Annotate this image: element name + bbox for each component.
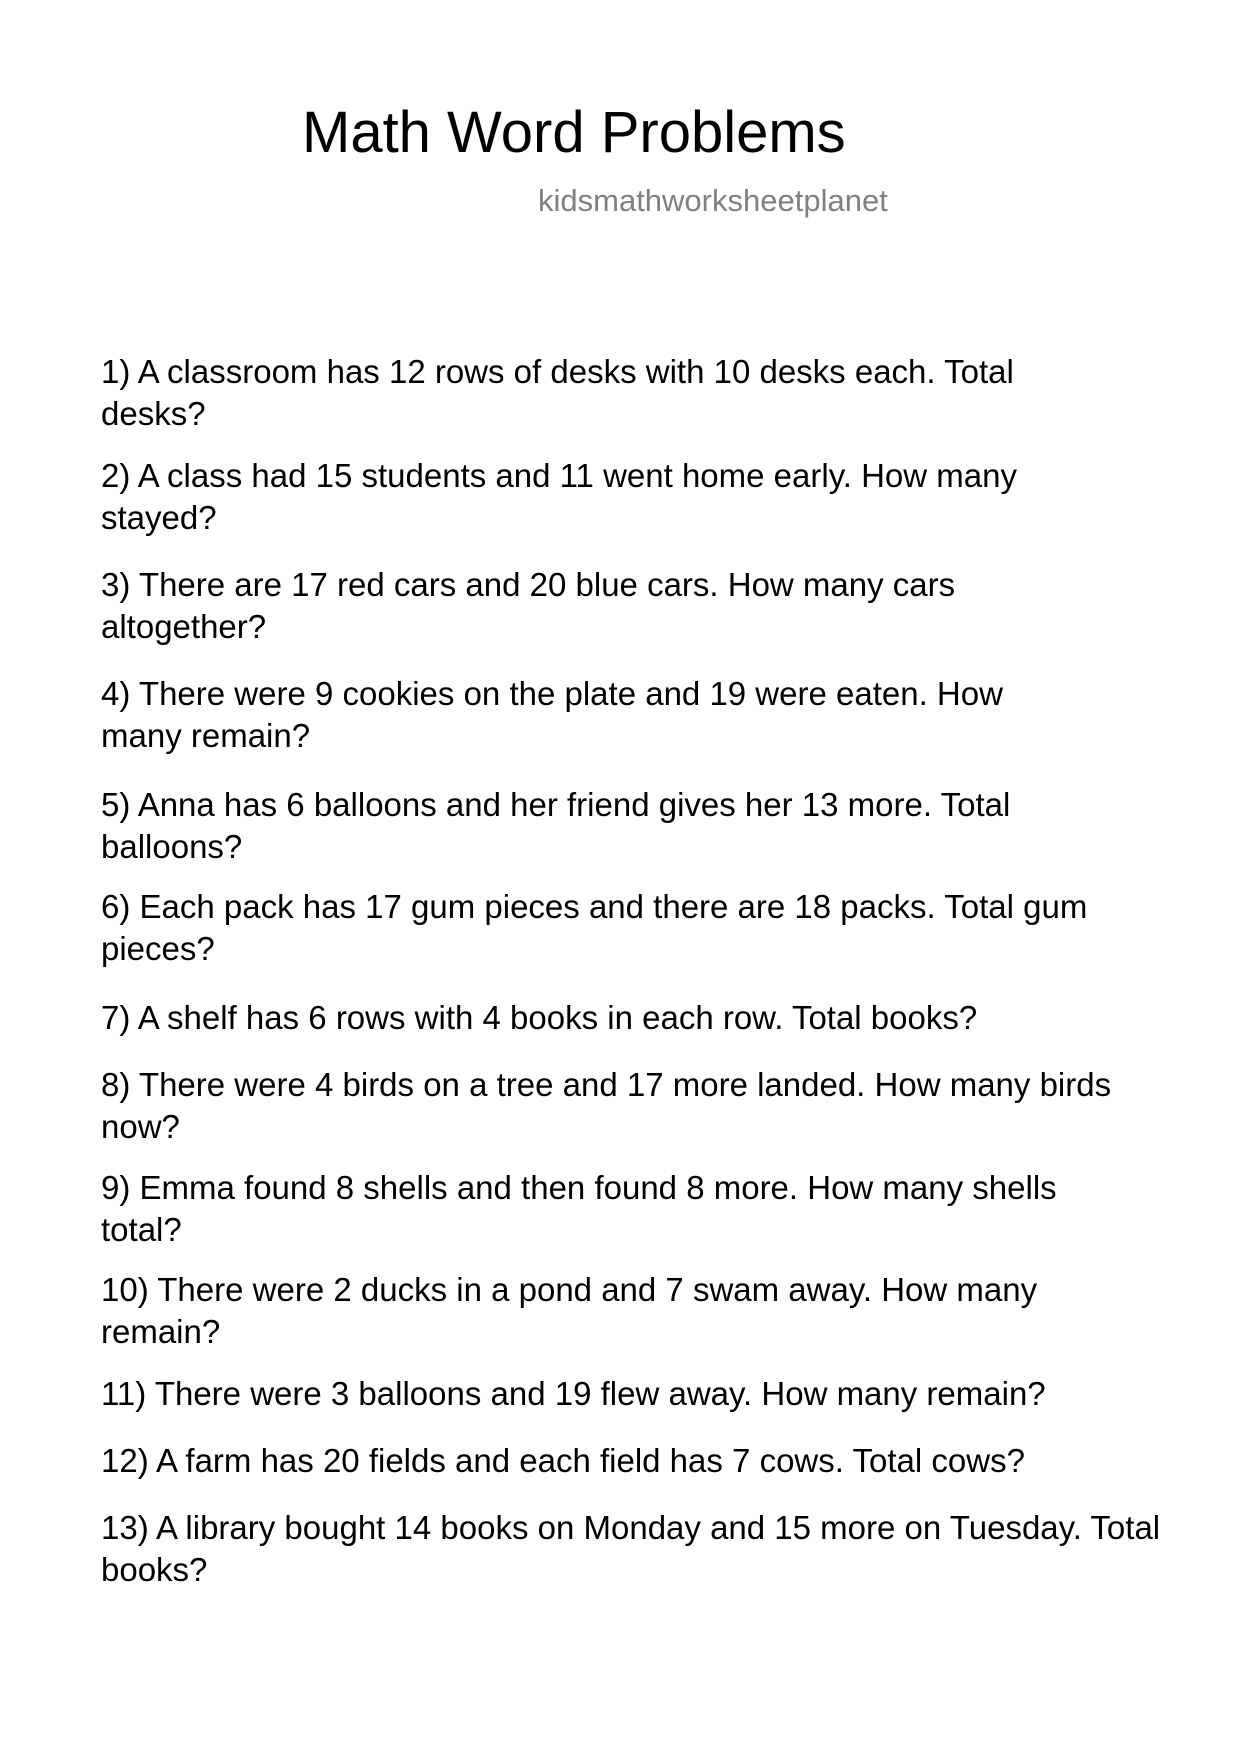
problem-4: 4) There were 9 cookies on the plate and 19 were eaten. How many remain? — [101, 675, 1003, 754]
problem-10: 10) There were 2 ducks in a pond and 7 swam away. How many remain? — [101, 1271, 1038, 1350]
problem-12: 12) A farm has 20 fields and each field has 7 cows. Total cows? — [101, 1442, 1025, 1479]
problem-13: 13) A library bought 14 books on Monday and 15 more on Tuesday. Total books? — [101, 1509, 1161, 1588]
problem-6: 6) Each pack has 17 gum pieces and there are 18 packs. Total gum pieces? — [101, 888, 1088, 967]
problem-1: 1) A classroom has 12 rows of desks with 10 desks each. Total desks? — [101, 353, 1014, 432]
page-title: Math Word Problems — [302, 100, 846, 165]
problem-11: 11) There were 3 balloons and 19 flew away. How many remain? — [101, 1375, 1046, 1412]
site-name: kidsmathworksheetplanet — [538, 183, 888, 218]
problem-3: 3) There are 17 red cars and 20 blue cars. How many cars altogether? — [101, 566, 956, 645]
problem-9: 9) Emma found 8 shells and then found 8 more. How many shells total? — [101, 1169, 1057, 1248]
problem-5: 5) Anna has 6 balloons and her friend gives her 13 more. Total balloons? — [101, 786, 1011, 865]
problem-2: 2) A class had 15 students and 11 went home early. How many stayed? — [101, 457, 1017, 536]
problem-8: 8) There were 4 birds on a tree and 17 more landed. How many birds now? — [101, 1066, 1112, 1145]
problem-7: 7) A shelf has 6 rows with 4 books in each row. Total books? — [101, 999, 978, 1036]
